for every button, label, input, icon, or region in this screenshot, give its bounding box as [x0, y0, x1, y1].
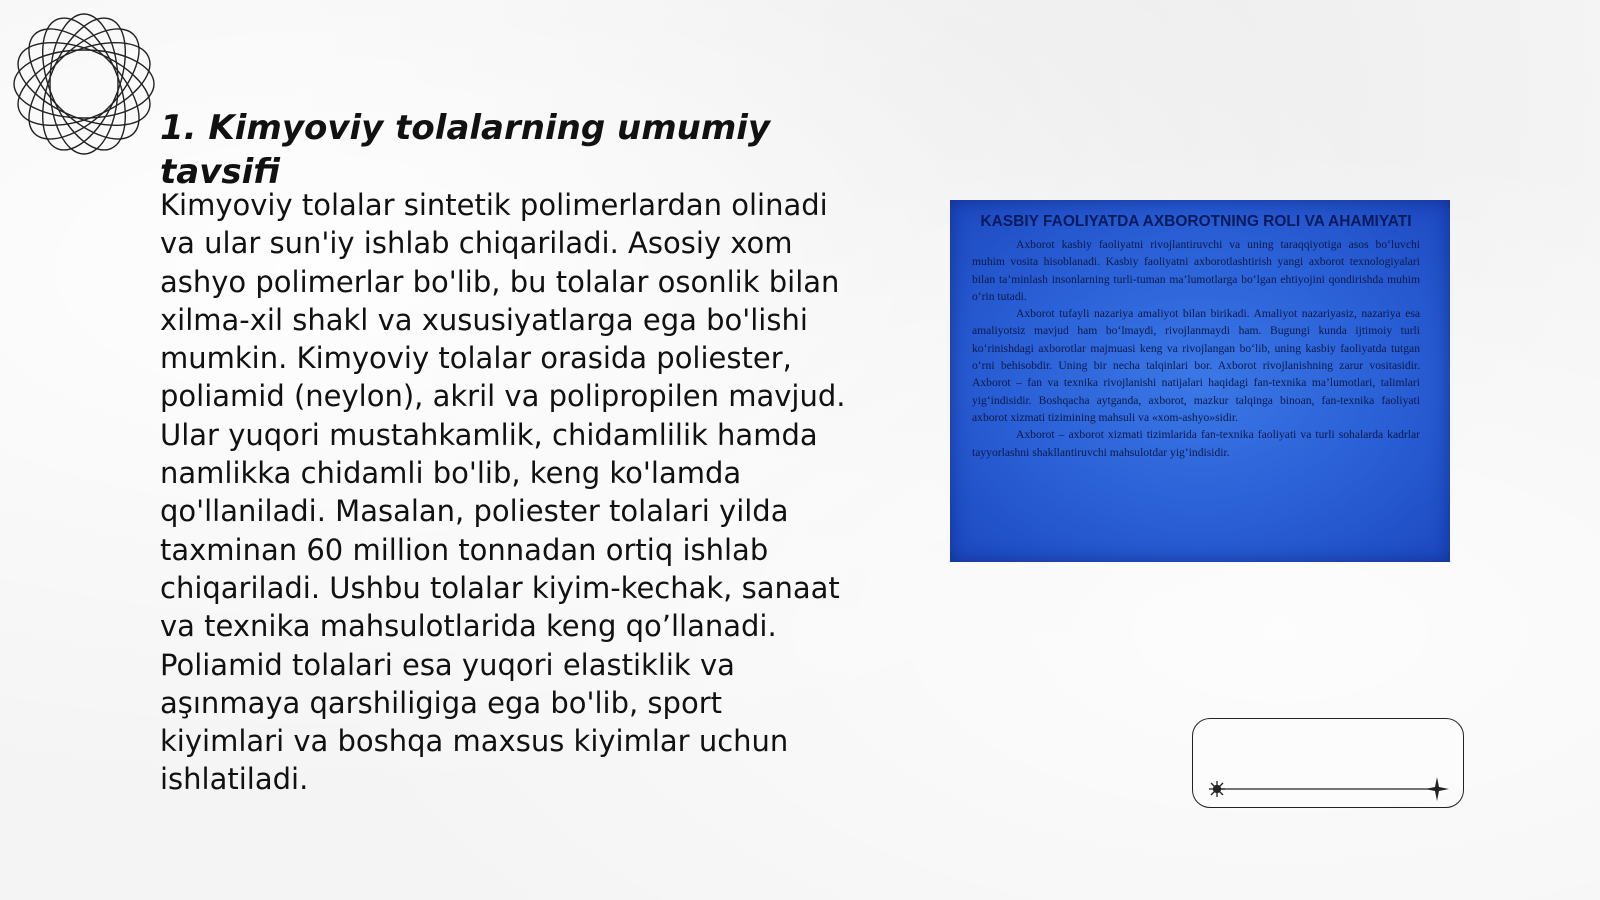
sun-burst-icon [1209, 781, 1225, 797]
timeline-card [1192, 718, 1464, 808]
document-paragraph-3: Axborot – axborot xizmati tizimlarida fan-texnika faoliyati va turli sohalarda kadrlar tayyorlashni shakllantiruvchi mahsulotdar yig‘indisidir. [972, 428, 1420, 459]
sparkle-star-icon [1425, 777, 1449, 801]
interlocking-circles-icon [10, 10, 158, 158]
logo-ellipse [26, 10, 142, 158]
logo-ellipse [10, 26, 158, 142]
logo-ellipse [10, 10, 157, 157]
logo-ellipse [10, 26, 158, 142]
slide-title: 1. Kimyoviy tolalarning umumiy tavsifi [160, 108, 771, 192]
document-title: KASBIY FAOLIYATDA AXBOROTNING ROLI VA AHAMIYATI [980, 213, 1412, 230]
logo-ellipse [14, 50, 154, 118]
document-paragraph-1: Axborot kasbiy faoliyatni rivojlantiruvchi va uning taraqqiyotiga asos bo‘luvchi muhim vosita hisoblanadi. Kasbiy faoliyatni axborotlashtirish yangi axborot texnologiyalari bilan ta’minlash insonlarning turli-tuman ma’lumotlarga bo‘lgan ehtiyojini qondirishda muhim o‘rin tutadi. [972, 238, 1420, 303]
timeline-graphic [1193, 719, 1465, 809]
logo-ellipse [50, 14, 118, 154]
document-image-panel [950, 200, 1450, 562]
document-paragraph-2: Axborot tufayli nazariya amaliyot bilan birikadi. Amaliyot nazariyasiz, nazariya esa amaliyotsiz mavjud ham bo‘lmaydi, rivojlanmaydi ham. Bugungi kunda ijtimoiy turli ko‘rinishdagi axborotlar majmuasi keng va rivojlangan bo‘lib, uning kasbiy faoliyatda tutgan o‘rni behisobdir. Uning bir necha talqinlari bor. Axborot rivojlanishning zarur vositasidir. Axborot – fan va texnika rivojlanishi natijalari haqidagi fan-texnika ma’lumotlari, talimlari yig‘indisidir. Boshqacha aytganda, axborot, mazkur talqinga binoan, fan-texnika faoliyati axborot xizmati tizimining mahsuli va «xom-ashyo»sidir. [972, 307, 1420, 424]
logo-ellipse [26, 10, 142, 158]
slide-body-text: Kimyoviy tolalar sintetik polimerlardan olinadi va ular sun'iy ishlab chiqariladi. Asosiy xom ashyo polimerlar bo'lib, bu tolalar osonlik bilan xilma-xil shakl va xususiyatlarga ega bo'lishi mumkin. Kimyoviy tolalar orasida poliester, poliamid (neylon), akril va polipropilen mavjud. Ular yuqori mustahkamlik, chidamlilik hamda namlikka chidamli bo'lib, keng ko'lamda qo'llaniladi. Masalan, poliester tolalari yilda taxminan 60 million tonnadan ortiq ishlab chiqariladi. Ushbu tolalar kiyim-kechak, sanaat va texnika mahsulotlarida keng qo’llanadi. Poliamid tolalari esa yuqori elastiklik va aşınmaya qarshiligiga ega bo'lib, sport kiyimlari va boshqa maxsus kiyimlar uchun ishlatiladi. [160, 188, 846, 797]
logo-ellipse [10, 10, 157, 157]
